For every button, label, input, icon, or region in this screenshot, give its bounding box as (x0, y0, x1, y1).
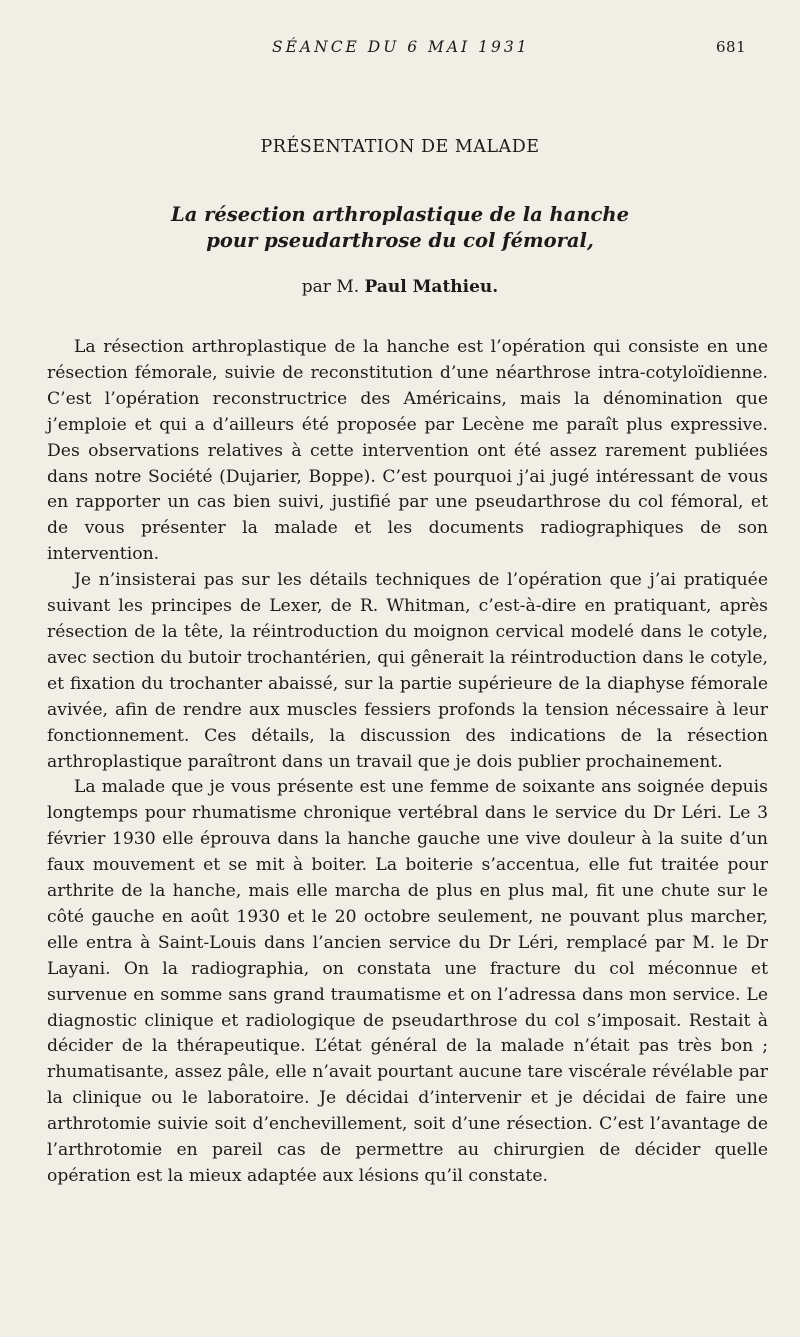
byline (0, 277, 800, 297)
running-head (0, 38, 800, 62)
article-title-line-1: La résection arthroplastique de la hanche (170, 203, 630, 226)
article-body (47, 335, 768, 1190)
page-number: 681 (716, 38, 747, 56)
article-title (0, 202, 800, 254)
paragraph-1: La résection arthroplastique de la hanche est l’opération qui consiste en une résection fémorale, suivie de reconstitution d’une néarthrose intra-cotyloïdienne. C’est l’opération reconstructrice des Américains, mais la dénomination que j’emploie et qui a d’ailleurs été proposée par Lecène me paraît plus expressive. Des observations relatives à cette intervention ont été assez rarement publiées dans notre Société (Dujarier, Boppe). C’est pourquoi j’ai jugé intéressant de vous en rapporter un cas bien suivi, justifié par une pseudarthrose du col fémoral, et de vous présenter la malade et les documents radiographiques de son intervention. (47, 337, 768, 565)
section-heading: PRÉSENTATION DE MALADE (260, 137, 540, 157)
article-title-line-2: pour pseudarthrose du col fémoral, (206, 229, 594, 252)
paragraph-2: Je n’insisterai pas sur les détails techniques de l’opération que j’ai pratiquée suivant les principes de Lexer, de R. Whitman, c’est-à-dire en pratiquant, après résection de la tête, la réintroduction du moignon cervical modelé dans le cotyle, avec section du butoir trochantérien, qui gênerait la réintroduction dans le cotyle, et fixation du trochanter abaissé, sur la partie supérieure de la diaphyse fémorale avivée, afin de rendre aux muscles fessiers profonds la tension nécessaire à leur fonctionnement. Ces détails, la discussion des indications de la résection arthroplastique paraîtront dans un travail que je dois publier prochainement. (47, 570, 768, 772)
author-name: Paul Mathieu. (364, 277, 499, 297)
byline-prefix: par M. (301, 277, 360, 297)
paragraph-3: La malade que je vous présente est une femme de soixante ans soignée depuis longtemps pour rhumatisme chronique vertébral dans le service du Dr Léri. Le 3 février 1930 elle éprouva dans la hanche gauche une vive douleur à la suite d’un faux mouvement et se mit à boiter. La boiterie s’accentua, elle fut traitée pour arthrite de la hanche, mais elle marcha de plus en plus mal, fit une chute sur le côté gauche en août 1930 et le 20 octobre seulement, ne pouvant plus marcher, elle entra à Saint-Louis dans l’ancien service du Dr Léri, remplacé par M. le Dr Layani. On la radiographia, on constata une fracture du col méconnue et survenue en somme sans grand traumatisme et on l’adressa dans mon service. Le diagnostic clinique et radiologique de pseudarthrose du col s’imposait. Restait à décider de la thérapeutique. L’état général de la malade n’était pas très bon ; rhumatisante, assez pâle, elle n’avait pourtant aucune tare viscérale révélable par la clinique ou le laboratoire. Je décidai d’intervenir et je décidai de faire une arthrotomie suivie soit d’enchevillement, soit d’une résection. C’est l’avantage de l’arthrotomie en pareil cas de permettre au chirurgien de décider quelle opération est la mieux adaptée aux lésions qu’il constate. (47, 777, 768, 1186)
running-title: SÉANCE DU 6 MAI 1931 (272, 38, 530, 56)
